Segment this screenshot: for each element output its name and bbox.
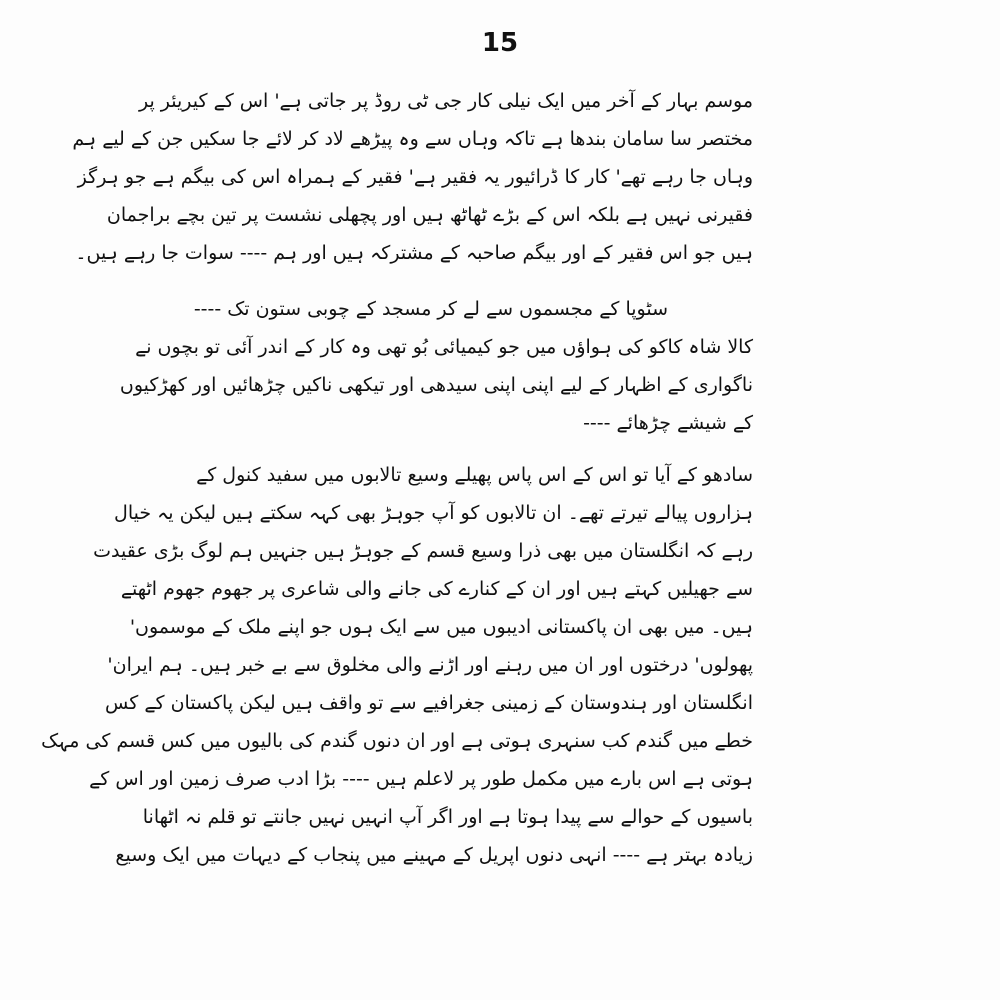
paragraph-gap: [238, 276, 753, 294]
paragraph-gap: [238, 446, 753, 460]
text-line: کے شیشے چڑھائے ----: [583, 412, 753, 434]
text-line: پھولوں' درختوں اور ان میں رہنے اور اڑنے والی مخلوق سے بے خبر ہیں۔ ہم ایران': [107, 654, 753, 676]
paragraph-2: [119, 332, 753, 446]
text-line: زیادہ بہتر ہے ---- انہی دنوں اپریل کے مہینے میں پنجاب کے دیہات میں ایک وسیع: [115, 844, 753, 866]
text-line: ہیں۔ میں بھی ان پاکستانی ادیبوں میں سے ایک ہوں جو اپنے ملک کے موسموں': [129, 616, 753, 638]
text-line: ناگواری کے اظہار کے لیے اپنی اپنی سیدھی اور تیکھی ناکیں چڑھائیں اور کھڑکیوں: [119, 374, 753, 396]
text-line: انگلستان اور ہندوستان کے زمینی جغرافیے سے تو واقف ہیں لیکن پاکستان کے کس: [105, 692, 753, 714]
text-line: وہاں جا رہے تھے' کار کا ڈرائیور یہ فقیر ہے' فقیر کے ہمراہ اس کی بیگم ہے جو ہرگز: [77, 166, 753, 188]
text-line: رہے کہ انگلستان میں بھی ذرا وسیع قسم کے جوہڑ ہیں جنہیں ہم لوگ بڑی عقیدت: [93, 540, 753, 562]
text-line: خطے میں گندم کب سنہری ہوتی ہے اور ان دنوں گندم کی بالیوں میں کس قسم کی مہک: [41, 730, 753, 752]
text-line: مختصر سا سامان بندھا ہے تاکہ وہاں سے وہ پیڑھے لاد کر لائے جا سکیں جن کے لیے ہم: [72, 128, 753, 150]
text-line: سادھو کے آیا تو اس کے اس پاس پھیلے وسیع تالابوں میں سفید کنول کے: [196, 464, 753, 486]
text-line: فقیرنی نہیں ہے بلکہ اس کے بڑے ٹھاٹھ ہیں اور پچھلی نشست پر تین بچے براجمان: [106, 204, 753, 226]
page-number: 15: [481, 28, 519, 58]
paragraph-3: [41, 460, 753, 878]
page-body: [41, 86, 753, 878]
text-line: باسیوں کے حوالے سے پیدا ہوتا ہے اور اگر آپ انہیں نہیں جانتے تو قلم نہ اٹھانا: [142, 806, 753, 828]
section-heading: سٹوپا کے مجسموں سے لے کر مسجد کے چوبی ستون تک ----: [193, 298, 668, 320]
paragraph-1: [72, 86, 753, 276]
text-line: کالا شاہ کاکو کی ہواؤں میں جو کیمیائی بُو تھی وہ کار کے اندر آئی تو بچوں نے: [135, 336, 753, 358]
text-line: موسم بہار کے آخر میں ایک نیلی کار جی ٹی روڈ پر جاتی ہے' اس کے کیریئر پر: [138, 90, 753, 112]
text-line: ہیں جو اس فقیر کے اور بیگم صاحبہ کے مشترکہ ہیں اور ہم ---- سوات جا رہے ہیں۔: [75, 242, 753, 264]
text-line: ہوتی ہے اس بارے میں مکمل طور پر لاعلم ہیں ---- بڑا ادب صرف زمین اور اس کے: [89, 768, 753, 790]
text-line: سے جھیلیں کہتے ہیں اور ان کے کنارے کی جانے والی شاعری پر جھوم جھوم اٹھتے: [120, 578, 753, 600]
text-line: ہزاروں پیالے تیرتے تھے۔ ان تالابوں کو آپ جوہڑ بھی کہہ سکتے ہیں لیکن یہ خیال: [114, 502, 753, 524]
